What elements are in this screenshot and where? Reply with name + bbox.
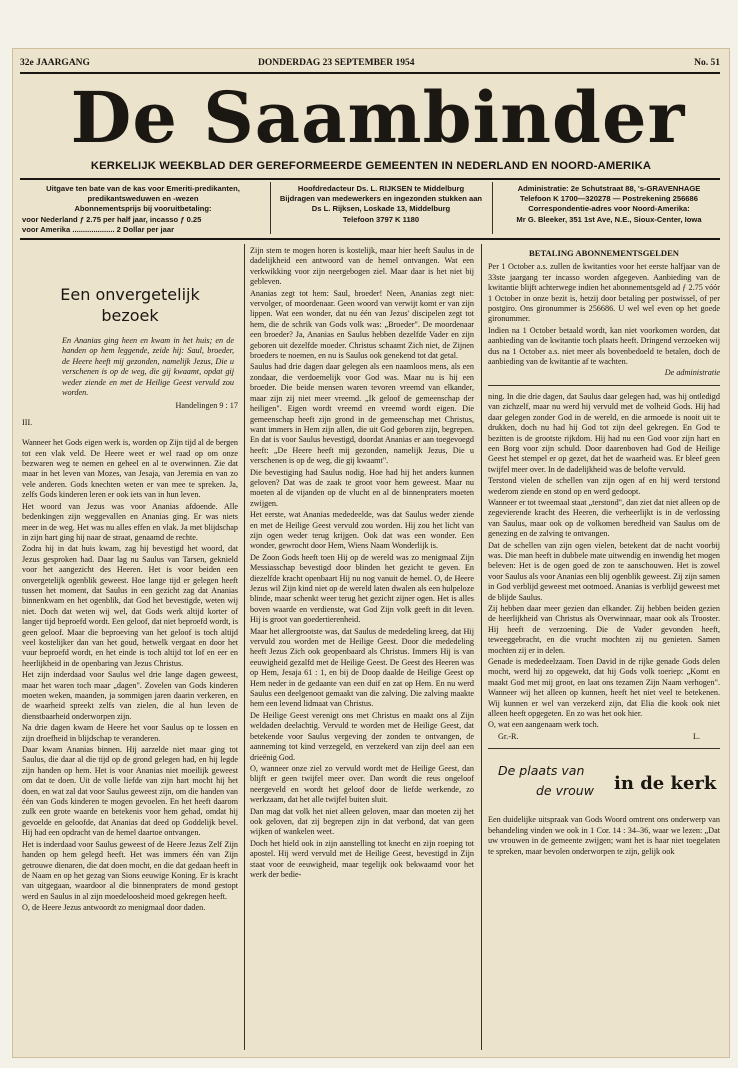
paragraph: Zodra hij in dat huis kwam, zag hij bevestigd het woord, dat Jezus gesproken had. Daar lag nu Saulus van Tarsen, geknield voor het aangezicht des Heeren. Het is voor beiden een onvergetelijk ogenblik geweest. Hoe lange tijd er gelegen heeft tussen het moment, dat Saulus in een gezicht zag dat Ananias binnenkwam en het ogenblik, dat God het bevestigde, weten wij niet. Doch dat weten wij wel, dat Gods werk altijd korter of langer tijd beproefd wordt. Een geloof, dat niet beproefd wordt, is geen geloof. Maar die beproeving van het geloof is toch altijd veel kostelijker dan van het goud, hetwelk vergaat en door het vuur beproefd wordt, en het einde is toch altijd tot lof en eer en heerlijkheid in de openbaring van Jezus Christus. [22,544,238,668]
subtitle-rule [20,178,720,180]
paragraph: Zij hebben daar meer gezien dan elkander. Zij hebben beiden gezien de heerlijkheid van Christus als Overwinnaar, maar ook als Trooster. Hij heeft de verzoening. Die de Vader gevonden heeft, teweeggebracht, en die vrucht mochten zij nu genieten. Samen mochten zij er in delen. [488,604,720,655]
article-column-2 [250,246,474,1050]
section-divider [488,748,720,749]
editor-info [274,184,488,225]
issue-number: No. 51 [694,58,720,68]
paragraph: Het is inderdaad voor Saulus geweest of de Heere Jezus Zelf Zijn handen op hem gelegd heeft. Het was immers één van Zijn getrouwe dienaren, die dat doen mocht, en die dat gedaan heeft in de Naam en op het gezag van Sions eeuwige Koning. Er is kracht van uitgegaan, waardoor al die binnenpraters de mond gestopt werd en Saulus in al zijn moedeloosheid moed gekregen heeft. [22,839,238,901]
paragraph: Ananias zegt tot hem: Saul, broeder! Neen, Ananias zegt niet: vervolger, of moordenaar. Geen woord van verwijt komt er van zijn lippen. Wat een wonder, dat nu één van Jezus' discipelen zegt tot hem, die de schrik van Gods volk was: „Broeder". De moordenaar een broeder? Ja, Ananias en Saulus hebben dezelfde Vader en zijn geboren uit dezelfde moeder. Christus schaamt Zich niet, de Zijnen broeders te noemen, en nu is Saulus ook genekend tot dat getal. [250,288,474,361]
info-line: Abonnementsprijs bij vooruitbetaling: [74,204,212,214]
payment-notice [488,262,720,378]
column-divider [244,244,245,1050]
article-body [488,815,720,857]
info-line: Administratie: 2e Schutstraat 88, 's-GRAVENHAGE [517,184,701,193]
issue-date: DONDERDAG 23 SEPTEMBER 1954 [258,58,415,68]
info-divider [492,182,493,234]
paragraph: Een duidelijke uitspraak van Gods Woord omtrent ons onderwerp van behandeling vinden we ook in 1 Cor. 14 : 34–36, waar we lezen: „Dat uw vrouwen in de gemeente zwijgen; want het is haar niet toegelaten te spreken, maar bevolen onderworpen te zijn, gelijk ook [488,815,720,856]
paragraph: De Heilige Geest verenigt ons met Christus en maakt ons al Zijn weldaden deelachtig. Vervuld te worden met de Heilige Geest, dat betekende voor Saulus vergeving der zonden te ontvangen, de aanneming tot kind verzegeld, en verzekerd van zijn deel aan een drieënig God. [250,710,474,762]
signature-right: L. [692,731,700,741]
paragraph: Saulus had drie dagen daar gelegen als een naamloos mens, als een zondaar, die verdoemelijk voor God was. Maar nu is hij een broeder. Die beide mensen waren tevoren vreemd van elkander, maar zijn zij niet meer vreemd. „Ik geloof de gemeenschap der heiligen". Eigen wordt vreemd en vreemd wordt eigen. Die gemeenschap heeft zijn grond in de gemeenschap met Christus, want immers in Hem zijn allen, die uit God geboren zijn, begrepen. En dat is voor Saulus bevestigd, doordat Ananias er aan toegevoegd heeft: „De Heere heeft mij gezonden, namelijk Jezus, Die u verschenen is op de weg, die gij kwaamt". [250,362,474,466]
paragraph: Doch het hield ook in zijn aanstelling tot knecht en zijn roeping tot apostel. Hij werd vervuld met de Heilige Geest, bevestigd in Zijn staat voor de eeuwigheid, maar tegelijk ook bekwaamd voor het werk der bedie- [250,838,474,879]
info-line: Correspondentie-adres voor Noord-Amerika: [528,204,690,214]
paragraph: Daar kwam Ananias binnen. Hij aarzelde niet maar ging tot Saulus, die daar al die tijd op de grond gelegen had, en hij legde zijn handen op hem. Het is voor Ananias niet moeilijk geweest om dat te doen. Uit de volle liefde van zijn hart mocht hij het doen, en wat zal dat voor Saulus geweest zijn, om die handen van één van Gods kinderen te mogen gevoelen. En het heeft daarom zulk een grote waarde en betekenis voor hem gehad, omdat hij gevoelde en geloofde, dat Ananias dat deed op Goddelijk bevel. Hij had een opdracht van de hemel daartoe ontvangen. [22,745,238,838]
info-line: Hoofdredacteur Ds. L. RIJKSEN te Middelburg [297,184,465,193]
article-title-block [488,763,720,809]
article-column-3 [488,244,720,1050]
section-divider [488,385,720,386]
signature-left: Gr.-R. [498,731,519,741]
title-part: De plaats van [498,763,585,779]
paragraph: Het eerste, wat Ananias mededeelde, was dat Saulus weder ziende en met de Heilige Geest vervuld zou worden. Hij zou het licht van zijn ogen weder terug krijgen. Ook dat was een wonder. Een wonder, gewrocht door Hem, Wiens Naam Wonderlijk is. [250,510,474,551]
paragraph: O, de Heere Jezus antwoordt zo menigmaal door daden. [22,903,206,913]
info-line: Telefoon 3797 K 1180 [342,214,420,224]
paragraph: Indien na 1 October betaald wordt, kan niet voorkomen worden, dat aanbieding van de kwitantie toch plaats heeft. Dringend verzoeken wij dus na 1 October a.s. niet meer als bovenbedoeld te betalen, doch de aanbieding van de kwitantie af te wachten. [488,325,720,367]
paragraph: Wanneer het Gods eigen werk is, worden op Zijn tijd al de bergen tot een vlak veld. De Heere weet er wel raad op om onze bezwaren weg te nemen en geheel en al te overwinnen. Zie dat maar in het leven van Mozes, van Jesaja, van Jeremia en van zo vele anderen. Gods knechten weten er van mee te spreken. Ja, zelfs Gods kinderen leren er ook iets van in hun leven. [22,438,238,500]
info-line: Bijdragen van medewerkers en ingezonden stukken aan [279,194,483,204]
paragraph: Die bevestiging had Saulus nodig. Hoe had hij het anders kunnen geloven? Dat was de zaak te groot voor hem geweest. Maar nu moeten al de vijanden op de vlucht en al de binnenpraters moeten zwijgen. [250,467,474,508]
info-divider [270,182,271,234]
column-divider [481,244,482,1050]
info-line: Telefoon K 1700—320278 — Postrekening 256686 [520,194,698,204]
paragraph: Dat de schellen van zijn ogen vielen, betekent dat de nacht voorbij was. Die man heeft in dubbele mate uitwendig en inwendig het mogen beleven: Het is de ogen goed de zon te aanschouwen. Het is zowel voor Saulus als voor Ananias een blij ogenblik geweest. Zij zijn samen in God verblijd geweest met ootmoed. Ananias is verblijd geweest met de blijde Saulus. [488,540,720,602]
masthead: De Saambinder [70,76,686,159]
administration-info [496,184,722,225]
paragraph: Dan mag dat volk het niet alleen geloven, maar dan moeten zij het ook geloven, dat zij begrepen zijn in dat verbond, dat van geen wijken of wankelen weet. [250,806,474,837]
article-continuation [488,392,720,742]
paragraph: Wanneer er tot tweemaal staat „terstond", dan ziet dat niet alleen op de zegevierende kracht des Heeren, die verheerlijkt is in de verlossing van Saulus, maar ook op de volkomen beredheid van Saulus om de genezing en de zalving te ontvangen. [488,497,720,539]
paragraph: Het woord van Jezus was voor Ananias afdoende. Alle bedenkingen zijn weggevallen en Ananias ging. Er was niets meer in de weg. Het was nu alles effen en vlak. Ja met blijdschap in zijn hart ging hij naar de straat, genaamd de rechte. [22,501,238,542]
volume-label: 32e JAARGANG [20,58,90,68]
subscription-info [22,184,264,235]
paragraph: Het zijn inderdaad voor Saulus wel drie lange dagen geweest, maar het waren toch maar „dagen". Zovelen van Gods kinderen moeten weken, maanden, ja sommigen jaren daarin verkeren, en de waarheid spreekt zelfs van zielen, die al hun leven de dienstbaarheid onderworpen zijn. [22,670,238,721]
info-line: voor Nederland ƒ 2.75 per half jaar, incasso ƒ 0.25 [22,214,202,224]
article-title: Een onvergetelijk bezoek [60,285,200,325]
part-number: III. [22,417,33,427]
article-column-1 [22,244,238,1050]
info-line: Ds L. Rijksen, Loskade 13, Middelburg [311,204,451,214]
info-line: predikantsweduwen en -wezen [87,194,199,204]
paragraph: O, wat een aangenaam werk toch. [488,720,599,730]
scripture-reference: Handelingen 9 : 17 [175,401,238,411]
info-line: Mr G. Bleeker, 351 1st Ave, N.E., Sioux-Center, Iowa [516,214,702,224]
signature-row [488,732,720,742]
paragraph: Zijn stem te mogen horen is kostelijk, maar hier heeft Saulus in de dadelijkheid een antwoord van de hemel ontvangen. Wat een verkwikking voor zijn neergebogen ziel. Maar daar is het niet bij gebleven. [250,246,474,287]
paragraph: Maar het allergrootste was, dat Saulus de mededeling kreeg, dat Hij vervuld zou worden met de Heilige Geest. Door die mededeling heeft Jezus Zich ook geopenbaard als Christus. Immers Hij is van eeuwigheid gezalfd met de Heilige Geest. De Geest des Heeren was op Hem, Jesaja 61 : 1, en bij de Doop daalde de Heilige Geest op Hem neder in de gedaante van een duif en zat op Hem. En nu werd Saulus een deelgenoot gemaakt van die zalving. Die zalving maakte hem een levend lidmaat van Christus. [250,626,474,709]
paragraph: Genade is mededeelzaam. Toen David in de rijke genade Gods delen mocht, werd hij zo opgewekt, dat hij Gods volk toeriep: „Komt en maakt God met mij groot, en laat ons tezamen Zijn Naam verhogen". Wanneer wij het alleen op kunnen, heeft het niet veel te betekenen. Wij kunnen er wel van verzekerd zijn, dat Elia die kook ook niet alleen heeft opgegeten. En zo was het ook hier. [488,657,720,719]
masthead-subtitle: KERKELIJK WEEKBLAD DER GEREFORMEERDE GEMEENTEN IN NEDERLAND EN NOORD-AMERIKA [90,160,652,172]
info-line: Uitgave ten bate van de kas voor Emeriti-predikanten, [46,184,240,193]
newspaper-page [12,48,730,1058]
scripture-verse: En Ananias ging heen en kwam in het huis; en de handen op hem leggende, zeide hij: Saul, broeder, de Heere heeft mij gezonden, namelijk Jezus, Die u verschenen is op de weg, die gij kwaamt, opdat gij weder ziende en met de Heilige Geest vervuld zou worden. [62,336,234,398]
paragraph: ning. In die drie dagen, dat Saulus daar gelegen had, was hij ontledigd van zichzelf, maar nu werd hij vervuld met de volheid Gods. Hij had daar gelegen zonder God in de wereld, en die armoede is nooit uit te drukken, doch nu had hij God tot zijn deel gekregen. En God te bezitten is de grootste rijkdom. Hij had nu een God voor zijn hart en een Borg voor zijn schuld. Door daarenboven had God de Heilige Geest het stempel er op gezet, dat het de waarheid was. Er bleef geen twijfel meer over. In de dadelijkheid was de belofte vervuld. [488,391,720,474]
header-bottom-rule [20,238,720,240]
paragraph: Na drie dagen kwam de Heere het voor Saulus op te lossen en zijn droefheid in blijdschap te veranderen. [22,723,238,743]
article-body [22,438,238,913]
paragraph: Per 1 October a.s. zullen de kwitanties voor het eerste halfjaar van de 33ste jaargang ter incasso worden afgegeven. Aanbieding van de kwitantie blijft achterwege indien het abonnementsgeld ad ƒ 2.75 vóór 1 October in onze bezit is, hetzij door betaling per postwissel, of per postgiro. Ons gironummer is 256686. U wel wel even op het goede gironummer. [488,262,720,324]
info-line: voor Amerika .................... 2 Dollar per jaar [22,224,175,234]
notice-title: BETALING ABONNEMENTSGELDEN [528,248,680,258]
paragraph: De Zoon Gods heeft toen Hij op de wereld was zo menigmaal Zijn Messiasschap bevestigd door blinden het gezicht te geven. En diezelfde kracht openbaart Hij nu nog vanuit de hemel. O, de Heere Jezus wil Zijn kind niet op de wereld laten dwalen als een hulpeloze blinde, maar schenkt weer terug het gezicht zijner ogen. Het is alles boven waarde en verdienste, wat God Zijn volk geeft in dit leven. Hij is groot van goedertierenheid. [250,552,474,625]
paragraph: O, wanneer onze ziel zo vervuld wordt met de Heilige Geest, dan blijft er geen twijfel meer over. Dan wordt die reus ongeloof neergeveld en wordt het geloof door de liefde werkende, zo werkzaam, dat het alle twijfel buiten sluit. [250,763,474,805]
top-rule [20,72,720,74]
title-part: in de kerk [614,773,717,795]
title-part: de vrouw [536,783,594,799]
paragraph: Terstond vielen de schellen van zijn ogen af en hij werd terstond wederom ziende en stond op en werd gedoopt. [488,476,720,496]
notice-signature: De administratie [664,368,720,378]
